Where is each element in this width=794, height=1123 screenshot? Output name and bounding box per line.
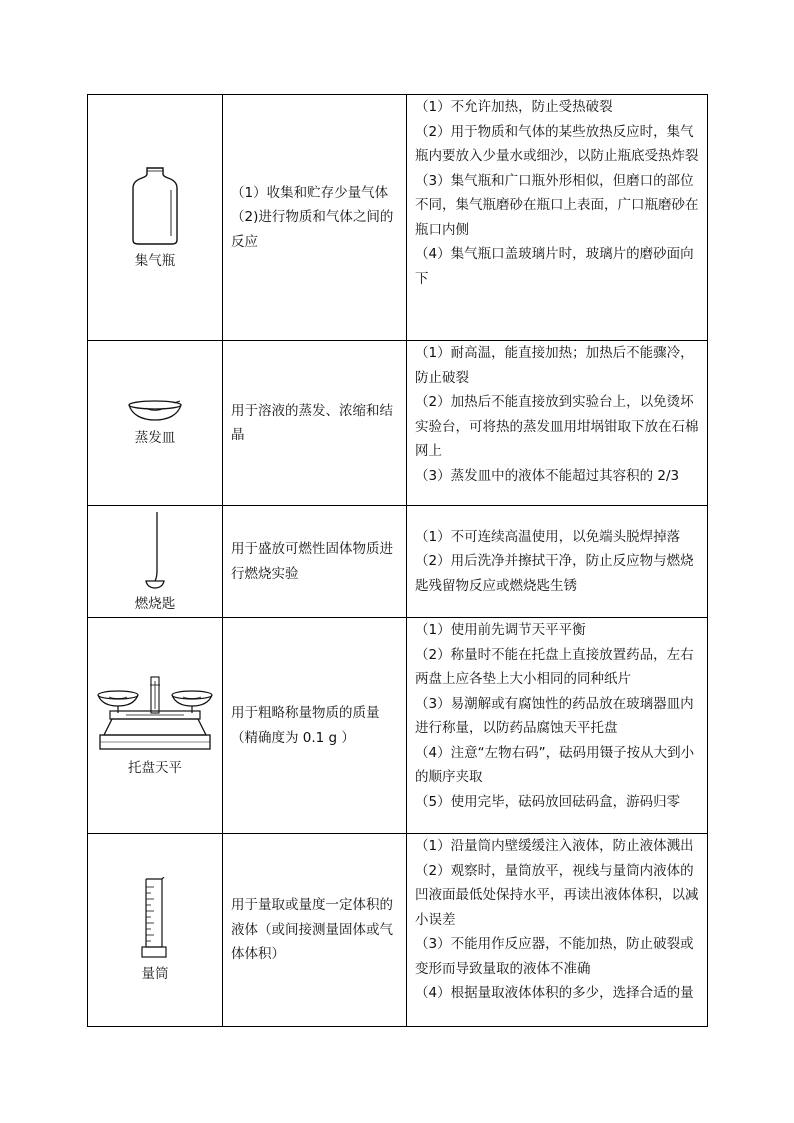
instrument-cell [88,95,223,341]
table-row [88,341,708,506]
usage-cell [223,834,407,1027]
usage-text: 用于盛放可燃性固体物质进行燃烧实验 [231,541,393,582]
notes-cell [407,506,708,618]
instrument-name: 量筒 [141,966,169,982]
table-row [88,834,708,1027]
note-text: （2）观察时，量筒放平，视线与量筒内液体的凹液面最低处保持水平，再读出液体体积，以减小误差 [415,862,699,928]
note-text: （4）根据量取液体体积的多少，选择合适的量 [415,985,694,1001]
usage-text: 用于溶液的蒸发、浓缩和结晶 [231,402,393,443]
usage-cell [223,95,407,341]
pan-balance-icon [96,675,214,753]
instrument-name: 蒸发皿 [134,430,176,446]
combustion-spoon-icon [143,511,167,589]
usage-text: （1）收集和贮存少量气体 [231,184,389,201]
notes-cell [407,341,708,506]
notes-cell [407,618,708,834]
table-row [88,95,708,341]
gas-collecting-bottle-icon [130,166,180,246]
note-text: （2）称量时不能在托盘上直接放置药品，左右两盘上应各垫上大小相同的同种纸片 [415,646,694,687]
note-text: （2）用后洗净并擦拭干净，防止反应物与燃烧匙残留物反应或燃烧匙生锈 [415,553,694,594]
note-text: （1）不允许加热，防止受热破裂 [415,99,613,115]
usage-cell [223,341,407,506]
usage-cell [223,506,407,618]
note-text: （2）用于物质和气体的某些放热反应时，集气瓶内要放入少量水或细沙，以防止瓶底受热炸裂 [415,123,699,164]
note-text: （5）使用完毕，砝码放回砝码盒，游码归零 [415,793,681,810]
instrument-name: 托盘天平 [128,759,182,776]
instrument-name: 集气瓶 [134,252,176,269]
instrument-cell [88,506,223,618]
usage-text: 用于量取或量度一定体积的液体（或间接测量固体或气体体积） [231,897,393,963]
note-text: （3）不能用作反应器，不能加热，防止破裂或变形而导致量取的液体不准确 [415,936,694,977]
note-text: （4）注意“左物右码”，砝码用镊子按从大到小的顺序夹取 [415,744,695,785]
usage-text: （2)进行物质和气体之间的反应 [231,209,394,250]
note-text: （3）集气瓶和广口瓶外形相似，但磨口的部位不同，集气瓶磨砂在瓶口上表面，广口瓶磨砂在瓶口内侧 [415,172,699,238]
note-text: （4）集气瓶口盖玻璃片时，玻璃片的磨砂面向下 [415,246,694,287]
note-text: （1）不可连续高温使用，以免端头脱焊掉落 [415,528,681,545]
instrument-table [87,94,708,1027]
usage-cell [223,618,407,834]
notes-cell [407,834,708,1027]
notes-cell [407,95,708,341]
instrument-name: 燃烧匙 [134,595,176,612]
note-text: （1）沿量筒内壁缓缓注入液体，防止液体溅出 [415,838,694,854]
usage-text: 用于粗略称量物质的质量（精确度为 0.1 g ） [231,705,380,746]
note-text: （3）蒸发皿中的液体不能超过其容积的 2/3 [415,467,680,484]
note-text: （1）使用前先调节天平平衡 [415,622,586,638]
evaporating-dish-icon [126,399,184,423]
instrument-cell [88,834,223,1027]
note-text: （2）加热后不能直接放到实验台上，以免烫坏实验台，可将热的蒸发皿用坩埚钳取下放在石棉网上 [415,394,699,459]
note-text: （3）易潮解或有腐蚀性的药品放在玻璃器皿内进行称量，以防药品腐蚀天平托盘 [415,695,694,736]
instrument-cell [88,618,223,834]
table-row [88,506,708,618]
note-text: （1）耐高温，能直接加热；加热后不能骤冷，防止破裂 [415,345,694,386]
instrument-cell [88,341,223,506]
table-row [88,618,708,834]
graduated-cylinder-icon [140,877,170,959]
